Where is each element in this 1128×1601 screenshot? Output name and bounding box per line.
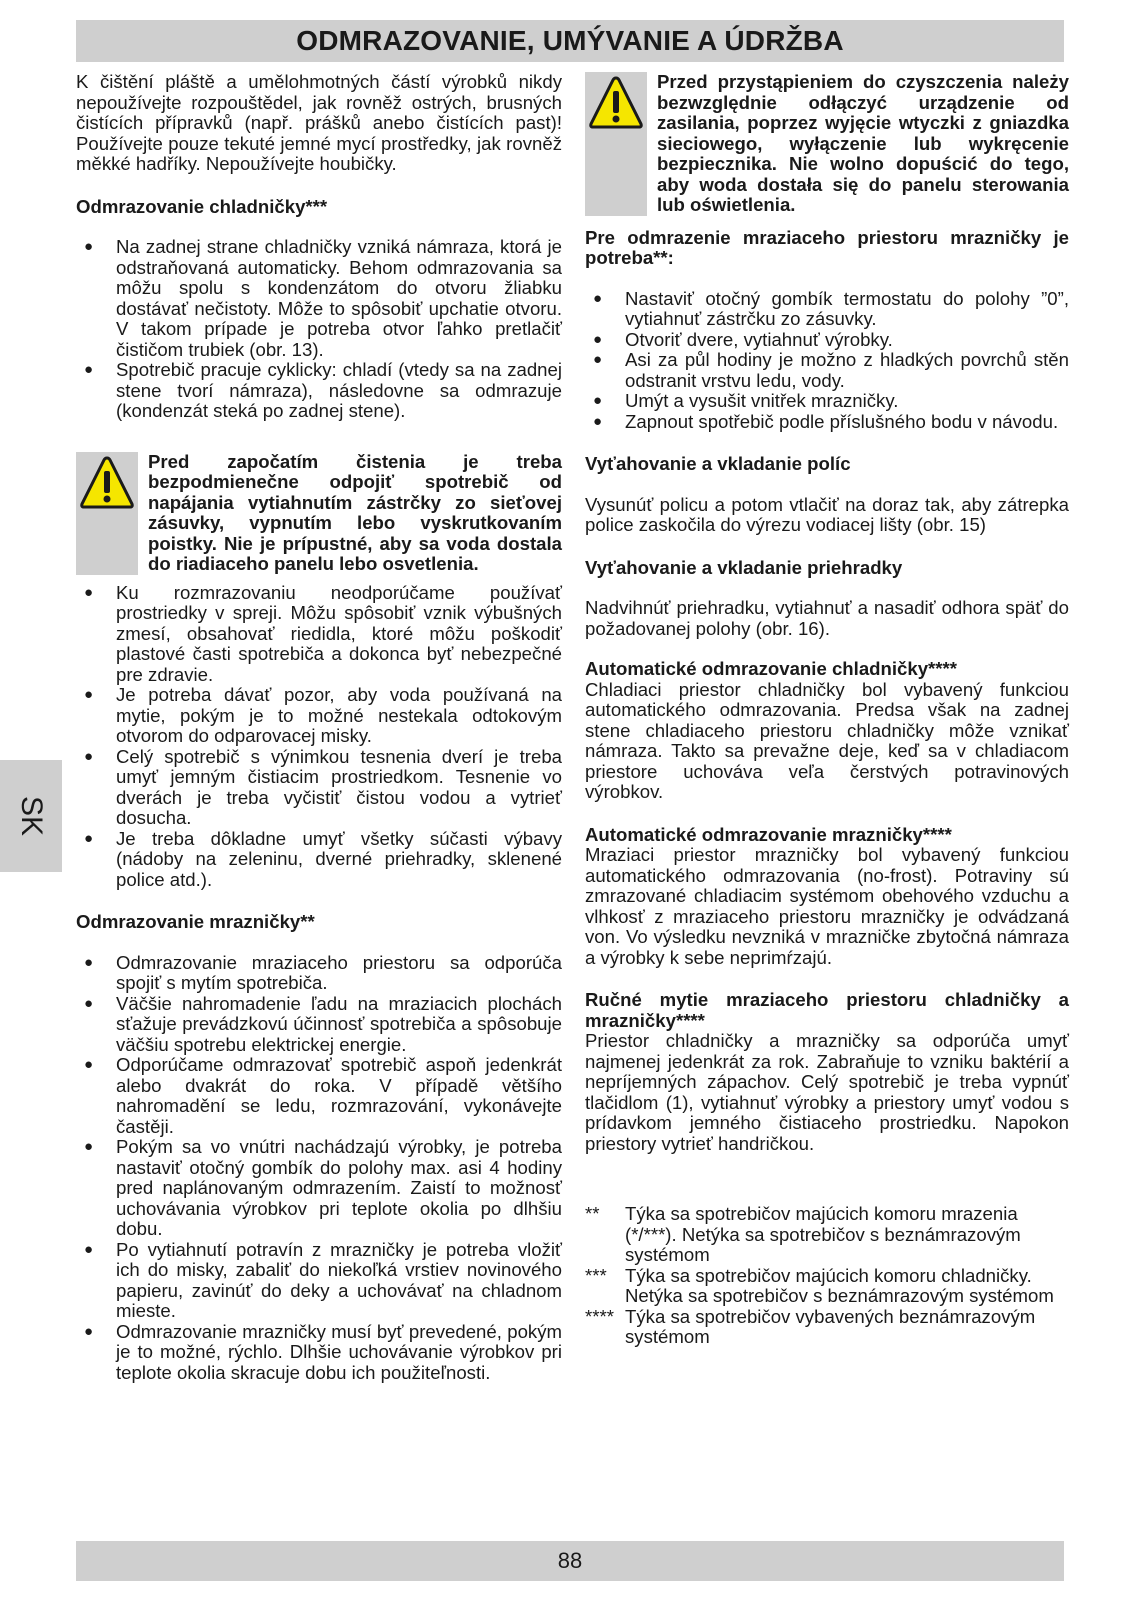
warning-text-pl: Przed przystąpieniem do czyszczenia należy bezwzględnie odłączyć urządzenie od zasilania, poprzez wyjęcie wtyczki z gniazdka sieciowego, wyłączenie lub wykręcenie bezpiecznika. Nie wolno dopuścić do tego, aby woda dostała się do panelu sterowania lub oświetlenia. (657, 71, 1069, 215)
list-item: ● Zapnout spotřebič podle příslušného bodu v návodu. (585, 412, 1069, 433)
language-code: SK (15, 795, 48, 837)
freezer-defrost-list (76, 953, 562, 1384)
shelves-text: Vysunúť policu a potom vtlačiť na doraz tak, aby zátrepka police zaskočila do výrezu vodiacej lišty (obr. 15) (585, 493, 1069, 535)
footnote-mark: **** (585, 1305, 614, 1327)
list-item: ● Umýt a vysušit vnitřek mrazničky. (585, 391, 1069, 412)
footnote-text: Týka sa spotrebičov vybavených beznámrazovým systémom (625, 1305, 1036, 1347)
footer-bar (76, 1541, 1064, 1581)
footnote-text: Týka sa spotrebičov majúcich komoru chladničky. Netýka sa spotrebičov s beznámrazovým systémom (625, 1264, 1054, 1306)
auto-freezer-defrost-heading: Automatické odmrazovanie mrazničky**** (585, 823, 952, 845)
list-item: ● Otvoriť dvere, vytiahnuť výrobky. (585, 330, 1069, 351)
list-item: ● Pokým sa vo vnútri nachádzajú výrobky, je potreba nastaviť otočný gombík do polohy max. asi 4 hodiny pred naplánovaným odmrazením. Zaistí to možnosť uchovávania výrobkov pri teplote okolia po dlhšiu dobu. (76, 1137, 562, 1240)
list-item: ● Nastaviť otočný gombík termostatu do polohy ”0”, vytiahnuť zástrčku zo zásuvky. (585, 289, 1069, 330)
list-item: ● Na zadnej strane chladničky vzniká námraza, ktorá je odstraňovaná automaticky. Behom odmrazovania sa môžu spolu s kondenzátom do otvoru žliabku dostávať nečistoty. Môže to spôsobiť upchatie otvoru. V takom prípade je potreba otvor ľahko pretlačiť čističom trubiek (obr. 13). (76, 237, 562, 360)
warning-text-sk: Pred započatím čistenia je treba bezpodmienečne odpojiť spotrebič od napájania vytiahnutím zástrčky zo sieťovej zásuvky, vypnutím lebo vyskrutkovaním poistky. Nie je prípustné, aby sa voda dostala do riadiaceho panelu lebo osvetlenia. (148, 450, 562, 574)
warning-triangle-icon (589, 76, 643, 130)
auto-freezer-defrost-text: Mraziaci priestor mrazničky bol vybavený funkciou automatického odmrazovania (no-frost). Potraviny sú zmrazované chladiacim systémom obehového vzduchu a vlhkosť z mraziaceho priestoru mrazničky je odvádzaná von. Vo výsledku nevzniká v mrazničke zbytočná námraza a výrobky k sebe neprimŕzajú. (585, 844, 1069, 968)
page-number: 88 (557, 1548, 583, 1573)
list-item: ● Celý spotrebič s výnimkou tesnenia dverí je treba umyť jemným čistiacim prostriedkom. Tesnenie vo dverách je treba vyčistiť čistou vodou a vytrieť dosucha. (76, 747, 562, 829)
auto-fridge-defrost-heading: Automatické odmrazovanie chladničky**** (585, 658, 958, 679)
freezer-compartment-defrost-heading: Pre odmrazenie mraziaceho priestoru mrazničky je potreba**: (585, 226, 1069, 268)
manual-wash-text: Priestor chladničky a mrazničky sa odporúča umyť najmenej jedenkrát za rok. Zabraňuje to vzniku baktérií a nepríjemných zápachov. Celý spotrebič je treba vypnúť tlačidlom (1), vytiahnuť výrobky a priestory umyť vodou s prídavkom jemného čistiaceho prostriedku. Napokon priestory vytrieť handričkou. (585, 1030, 1069, 1154)
footnote (585, 1266, 1069, 1307)
footnotes (585, 1204, 1069, 1348)
list-item: ● Po vytiahnutí potravín z mrazničky je potreba vložiť ich do misky, zabaliť do niekoľká vrstiev novinového papieru, zavinúť do deky a uchovávať na chladnom mieste. (76, 1240, 562, 1322)
list-item: ● Ku rozmrazovaniu neodporúčame používať prostriedky v spreji. Môžu spôsobiť vznik výbušných zmesí, obsahovať riedidla, ktoré môžu poškodiť plastové časti spotrebiča a dokonca byť nebezpečné pre zdravie. (76, 583, 562, 686)
trays-text: Nadvihnúť priehradku, vytiahnuť a nasadiť odhora späť do požadovanej polohy (obr. 16). (585, 597, 1069, 639)
warning-icon-box (76, 452, 138, 575)
footnote-mark: *** (585, 1264, 607, 1286)
footnote (585, 1204, 1069, 1266)
list-item: ● Asi za půl hodiny je možno z hladkých povrchů stěn odstranit vrstvu ledu, vody. (585, 350, 1069, 391)
left-column (76, 72, 562, 1383)
warning-box-sk (76, 452, 562, 575)
fridge-defrost-list (76, 237, 562, 422)
list-item: ● Odporúčame odmrazovať spotrebič aspoň jedenkrát alebo dvakrát do roka. V případě většího nahromadění se ledu, rozmrazování, vykonávejte častěji. (76, 1055, 562, 1137)
list-item: ● Je potreba dávať pozor, aby voda používaná na mytie, pokým je to možné nestekala odtokovým otvorom do odparovacej misky. (76, 685, 562, 747)
page-title: ODMRAZOVANIE, UMÝVANIE A ÚDRŽBA (296, 25, 844, 56)
cleaning-list (76, 583, 562, 891)
header-bar (76, 20, 1064, 62)
language-tab (0, 760, 62, 872)
intro-paragraph: K čištění pláště a umělohmotných částí výrobků nikdy nepoužívejte rozpouštědel, jak rovněž ostrých, brusných čistících přípravků (např. prášků anebo čistících past)! Používejte pouze tekuté jemné mycí prostředky, jak rovněž měkké hadříky. Nepoužívejte houbičky. (76, 71, 562, 174)
freezer-compartment-defrost-list (585, 289, 1069, 433)
list-item: ● Je treba dôkladne umyť všetky súčasti výbavy (nádoby na zeleninu, dverné priehradky, sklenené police atd.). (76, 829, 562, 891)
warning-triangle-icon (80, 456, 134, 510)
auto-fridge-defrost-text: Chladiaci priestor chladničky bol vybavený funkciou automatického odmrazovania. Predsa však na zadnej stene chladiaceho priestoru chladničky môže vznikať námraza. Takto sa prevažne deje, keď sa v chladiacom priestore uchováva veľa čerstvých potravinových výrobkov. (585, 678, 1069, 802)
fridge-defrost-heading: Odmrazovanie chladničky*** (76, 195, 328, 217)
right-column (585, 72, 1069, 1348)
footnote-mark: ** (585, 1203, 600, 1224)
manual-wash-heading: Ručné mytie mraziaceho priestoru chladničky a mrazničky**** (585, 989, 1069, 1031)
list-item: ● Väčšie nahromadenie ľadu na mraziacich plochách sťažuje prevádzkovú účinnosť spotrebiča a spôsobuje väčšiu spotrebu elektrickej energie. (76, 994, 562, 1056)
list-item: ● Odmrazovanie mrazničky musí byť prevedené, pokým je to možné, rýchlo. Dlhšie uchovávanie výrobkov pri teplote okolia skracuje dobu ich použiteľnosti. (76, 1322, 562, 1384)
warning-icon-box (585, 72, 647, 216)
freezer-defrost-heading: Odmrazovanie mrazničky** (76, 911, 315, 932)
list-item: ● Odmrazovanie mraziaceho priestoru sa odporúča spojiť s mytím spotrebiča. (76, 953, 562, 994)
footnote-text: Týka sa spotrebičov majúcich komoru mrazenia (*/***). Netýka sa spotrebičov s beznámrazovým systémom (625, 1203, 1021, 1265)
warning-box-pl (585, 72, 1069, 216)
list-item: ● Spotrebič pracuje cyklicky: chladí (vtedy sa na zadnej stene tvorí námraza), následovne sa odmrazuje (kondenzát steká po zadnej stene). (76, 360, 562, 422)
trays-heading: Vyťahovanie a vkladanie priehradky (585, 556, 903, 578)
shelves-heading: Vyťahovanie a vkladanie políc (585, 453, 851, 474)
footnote (585, 1307, 1069, 1348)
